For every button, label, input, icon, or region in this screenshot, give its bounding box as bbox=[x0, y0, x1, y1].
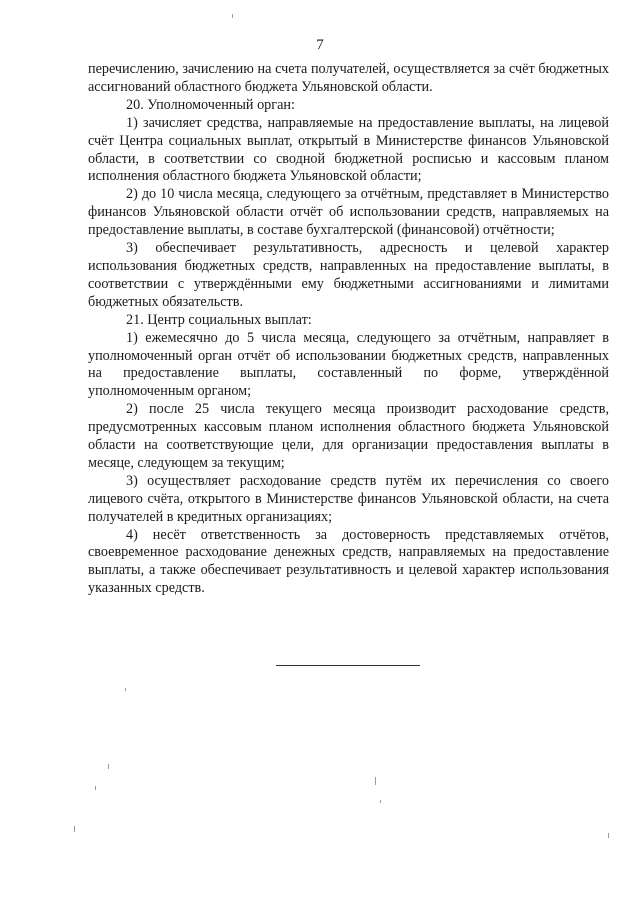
scan-artifact bbox=[375, 777, 376, 785]
scan-artifact bbox=[95, 786, 96, 790]
scan-artifact bbox=[608, 833, 609, 838]
scan-artifact bbox=[74, 826, 75, 832]
section-heading: 20. Уполномоченный орган: bbox=[126, 96, 295, 113]
page-number: 7 bbox=[316, 37, 324, 53]
scan-artifact bbox=[108, 764, 109, 769]
paragraph: 1) зачисляет средства, направляемые на предоставление выплаты, на лицевой счёт Центра социальных выплат, открытый в Министерстве финансов Ульяновской области, в соответствии со сводной бюджетной росписью и кассовым планом исполнения областного бюджета Ульяновской области; bbox=[88, 114, 609, 185]
scan-artifact bbox=[125, 688, 126, 691]
paragraph: 2) после 25 числа текущего месяца производит расходование средств, предусмотренных кассовым планом исполнения областного бюджета Ульяновской области на соответствующие цели, для организации предоставления выплаты в месяце, следующем за текущим; bbox=[88, 401, 609, 471]
section-heading: 21. Центр социальных выплат: bbox=[126, 311, 312, 328]
paragraph: 3) обеспечивает результативность, адресность и целевой характер использования бюджетных средств, направленных на предоставление выплаты, в соответствии с утверждёнными ему бюджетными ассигнованиями и лимитами бюджетных обязательств. bbox=[88, 240, 609, 310]
closing-divider bbox=[276, 665, 420, 666]
paragraph: перечислению, зачислению на счета получателей, осуществляется за счёт бюджетных ассигнований областного бюджета Ульяновской области. bbox=[88, 61, 609, 95]
document-body bbox=[88, 61, 609, 598]
paragraph: 1) ежемесячно до 5 числа месяца, следующего за отчётным, направляет в уполномоченный орган отчёт об использовании бюджетных средств, направленных на предоставление выплаты, составленный по форме, утверждённой уполномоченным органом; bbox=[88, 329, 609, 400]
paragraph: 4) несёт ответственность за достоверность представляемых отчётов, своевременное расходование денежных средств, направляемых на предоставление выплаты, а также обеспечивает результативность и целевой характер использования указанных средств. bbox=[88, 526, 609, 597]
scan-artifact bbox=[380, 800, 381, 803]
paragraph: 2) до 10 числа месяца, следующего за отчётным, представляет в Министерство финансов Ульяновской области отчёт об использовании средств, направляемых на предоставление выплаты, в составе бухгалтерской (финансовой) отчётности; bbox=[88, 186, 609, 239]
scan-artifact bbox=[232, 14, 233, 18]
paragraph: 3) осуществляет расходование средств путём их перечисления со своего лицевого счёта, открытого в Министерстве финансов Ульяновской области, на счета получателей в кредитных организациях; bbox=[88, 472, 609, 525]
